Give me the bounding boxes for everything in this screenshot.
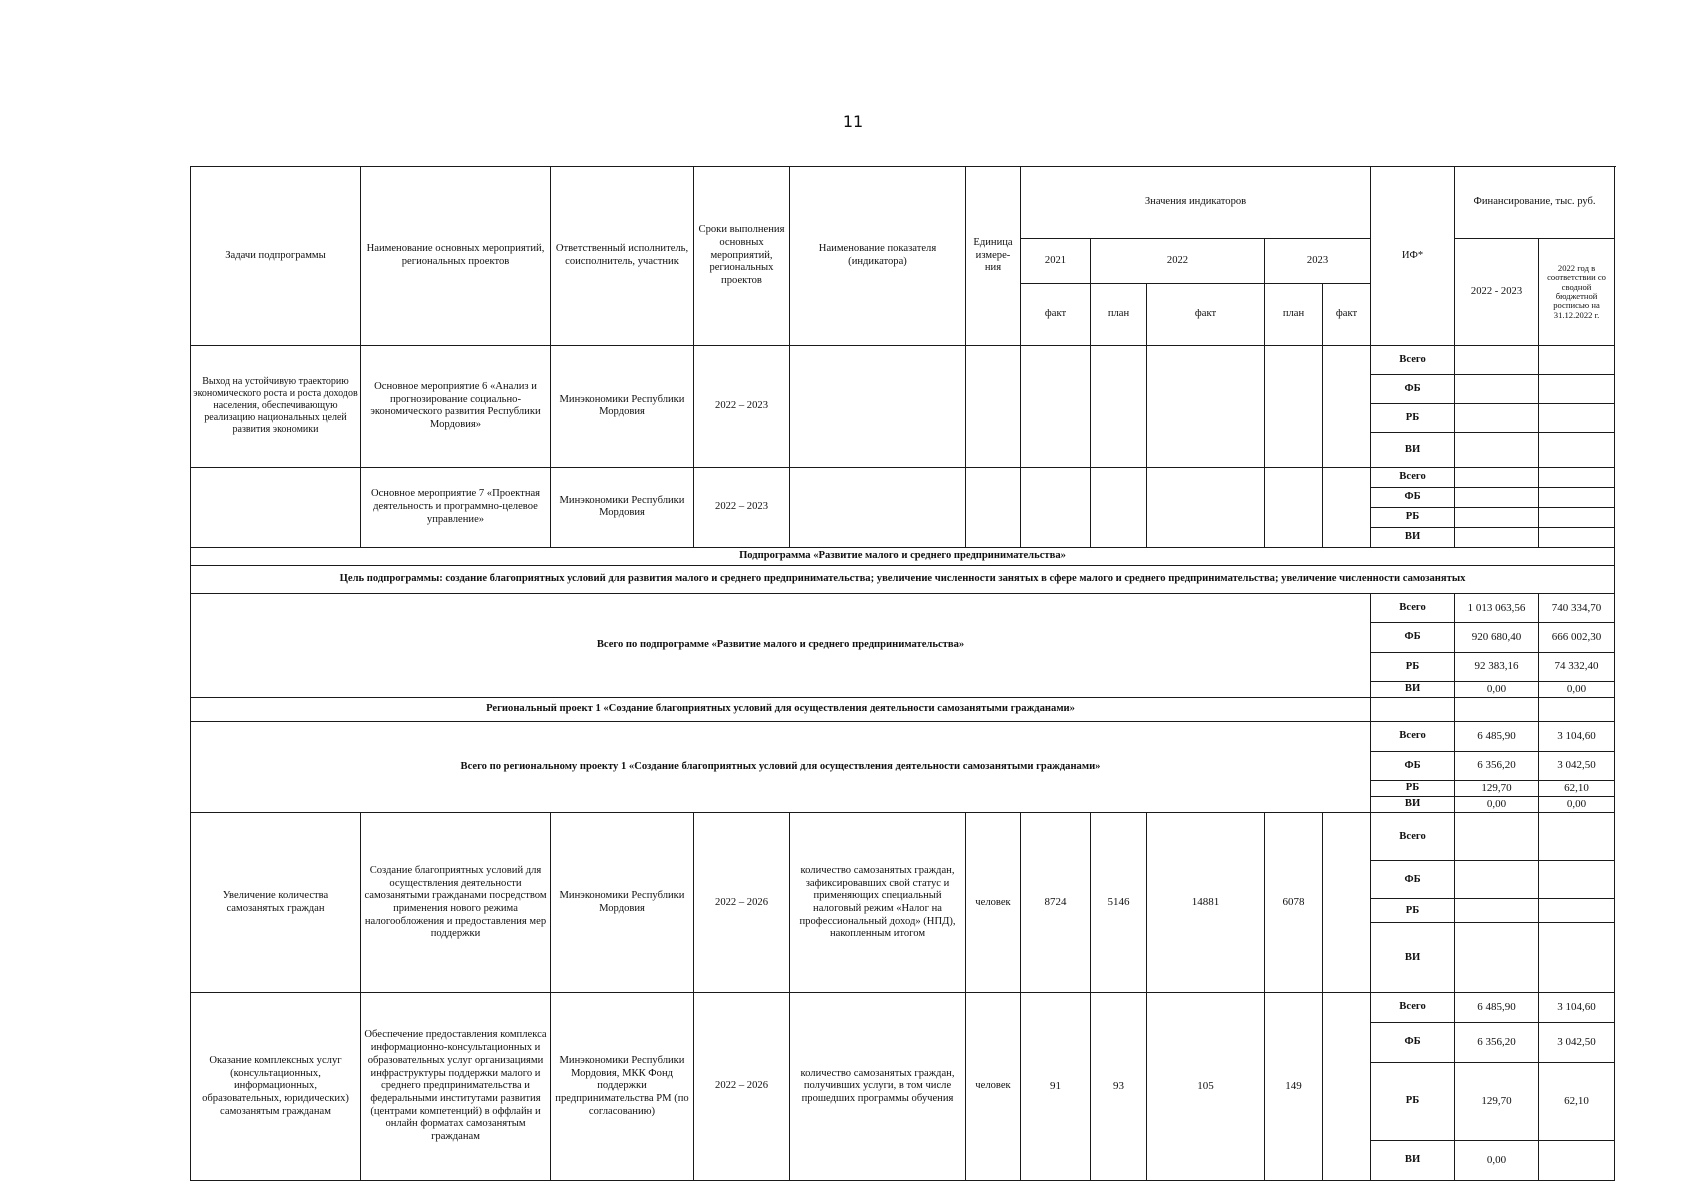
if-label: ВИ: [1371, 923, 1455, 993]
table-row: [191, 467, 1615, 487]
header-terms: Сроки выполнения основных мероприятий, региональных проектов: [694, 167, 790, 346]
if-label: РБ: [1371, 507, 1455, 527]
subprogram-goal: Цель подпрограммы: создание благоприятных условий для развития малого и среднего предпринимательства; увеличение численности занятых в сфере малого и среднего предпринимательства; увеличение численности самозанятых: [191, 565, 1615, 593]
if-label: ФБ: [1371, 374, 1455, 403]
rowB-terms: 2022 – 2026: [694, 993, 790, 1180]
rowB-unit: человек: [966, 993, 1021, 1180]
rowA-executor: Минэкономики Республики Мордовия: [551, 813, 694, 993]
if-label: Всего: [1371, 593, 1455, 622]
header-row: [191, 167, 1615, 239]
header-fin-2022: 2022 год в соответствии со сводной бюджетной росписью на 31.12.2022 г.: [1539, 239, 1615, 346]
header-fact-2022: факт: [1147, 283, 1265, 345]
table-row: [191, 698, 1615, 722]
header-fact-2021: факт: [1021, 283, 1091, 345]
header-plan-2022: план: [1091, 283, 1147, 345]
table-row: ФБ 6 356,20 3 042,50: [191, 751, 1615, 780]
if-label: Всего: [1371, 993, 1455, 1022]
if-label: ВИ: [1371, 797, 1455, 813]
regional-total-label: Всего по региональному проекту 1 «Создание благоприятных условий для осуществления деятельности самозанятыми гражданами»: [191, 722, 1371, 813]
if-label: РБ: [1371, 652, 1455, 681]
rowA-task: Увеличение количества самозанятых граждан: [191, 813, 361, 993]
header-if: ИФ*: [1371, 167, 1455, 346]
if-label: ВИ: [1371, 432, 1455, 467]
rowB-indicator: количество самозанятых граждан, получивших услуги, в том числе прошедших программы обучения: [790, 993, 966, 1180]
table-row: ВИ 0,00 0,00: [191, 682, 1615, 698]
header-events: Наименование основных мероприятий, региональных проектов: [361, 167, 551, 346]
if-label: ФБ: [1371, 487, 1455, 507]
block6-event: Основное мероприятие 6 «Анализ и прогнозирование социально-экономического развития Республики Мордовия»: [361, 345, 551, 467]
table-row: Увеличение количества самозанятых граждан Создание благоприятных условий для осуществления деятельности самозанятыми гражданами посредством применения нового режима налогообложения и предоставления мер поддержки Минэкономики Республики Мордовия 2022 – 2026 количество самозанятых граждан, зафиксировавших свой статус и применяющих специальный налоговый режим «Налог на профессиональный доход» (НПД), накопленным итогом человек 8724 5146 14881 6078 Всего: [191, 813, 1615, 861]
subprogram-total-label: Всего по подпрограмме «Развитие малого и среднего предпринимательства»: [191, 593, 1371, 697]
block6-executor: Минэкономики Республики Мордовия: [551, 345, 694, 467]
block7-executor: Минэкономики Республики Мордовия: [551, 467, 694, 547]
rowB-event: Обеспечение предоставления комплекса информационно-консультационных и образовательных услуг организациями инфраструктуры поддержки малого и среднего предпринимательства и федеральными институтами развития (центрами компетенций) в оффлайн и онлайн форматах самозанятым гражданам: [361, 993, 551, 1180]
if-label: Всего: [1371, 722, 1455, 751]
table-row: ВИ 0,00 0,00: [191, 797, 1615, 813]
if-label: ФБ: [1371, 1022, 1455, 1062]
block7-terms: 2022 – 2023: [694, 467, 790, 547]
header-financing: Финансирование, тыс. руб.: [1455, 167, 1615, 239]
if-label: ВИ: [1371, 682, 1455, 698]
table-row: ВИ 0,00: [191, 1140, 1615, 1180]
if-label: ВИ: [1371, 527, 1455, 547]
rowA-unit: человек: [966, 813, 1021, 993]
if-label: Всего: [1371, 345, 1455, 374]
rowB-task: Оказание комплексных услуг (консультационных, информационных, образовательных, юридических) самозанятым гражданам: [191, 993, 361, 1180]
header-fin-period: 2022 - 2023: [1455, 239, 1539, 346]
rowA-event: Создание благоприятных условий для осуществления деятельности самозанятыми гражданами посредством применения нового режима налогообложения и предоставления мер поддержки: [361, 813, 551, 993]
header-executor: Ответственный исполнитель, соисполнитель, участник: [551, 167, 694, 346]
if-label: ФБ: [1371, 751, 1455, 780]
header-indicator: Наименование показателя (индикатора): [790, 167, 966, 346]
if-label: РБ: [1371, 899, 1455, 923]
block6-task: Выход на устойчивую траекторию экономического роста и роста доходов населения, обеспечивающую реализацию национальных целей развития экономики: [191, 345, 361, 467]
header-year-2023: 2023: [1265, 239, 1371, 284]
if-label: Всего: [1371, 467, 1455, 487]
if-label: ФБ: [1371, 623, 1455, 652]
rowB-executor: Минэкономики Республики Мордовия, МКК Фонд поддержки предпринимательства РМ (по согласованию): [551, 993, 694, 1180]
header-tasks: Задачи подпрограммы: [191, 167, 361, 346]
block6-indicator: [790, 345, 966, 467]
if-label: РБ: [1371, 403, 1455, 432]
table-row: ФБ 920 680,40 666 002,30: [191, 623, 1615, 652]
table-row: Оказание комплексных услуг (консультационных, информационных, образовательных, юридических) самозанятым гражданам Обеспечение предоставления комплекса информационно-консультационных и образовательных услуг организациями инфраструктуры поддержки малого и среднего предпринимательства и федеральными институтами развития (центрами компетенций) в оффлайн и онлайн форматах самозанятым гражданам Минэкономики Республики Мордовия, МКК Фонд поддержки предпринимательства РМ (по согласованию) 2022 – 2026 количество самозанятых граждан, получивших услуги, в том числе прошедших программы обучения человек 91 93 105 149 Всего 6 485,90 3 104,60: [191, 993, 1615, 1022]
header-indicator-values: Значения индикаторов: [1021, 167, 1371, 239]
program-table: [190, 166, 1615, 1181]
header-year-2021: 2021: [1021, 239, 1091, 284]
if-label: ФБ: [1371, 861, 1455, 899]
if-label: ВИ: [1371, 1140, 1455, 1180]
table-row: Всего по подпрограмме «Развитие малого и среднего предпринимательства» Всего 1 013 063,56 740 334,70: [191, 593, 1615, 622]
table-row: ФБ 6 356,20 3 042,50: [191, 1022, 1615, 1062]
table-row: РБ 92 383,16 74 332,40: [191, 652, 1615, 681]
table-row: Всего по региональному проекту 1 «Создание благоприятных условий для осуществления деятельности самозанятыми гражданами» Всего 6 485,90 3 104,60: [191, 722, 1615, 751]
regional-title: Региональный проект 1 «Создание благоприятных условий для осуществления деятельности самозанятыми гражданами»: [191, 698, 1371, 722]
block6-terms: 2022 – 2023: [694, 345, 790, 467]
table-row: [191, 565, 1615, 593]
rowA-terms: 2022 – 2026: [694, 813, 790, 993]
rowA-indicator: количество самозанятых граждан, зафиксировавших свой статус и применяющих специальный налоговый режим «Налог на профессиональный доход» (НПД), накопленным итогом: [790, 813, 966, 993]
header-fact-2023: факт: [1323, 283, 1371, 345]
header-plan-2023: план: [1265, 283, 1323, 345]
header-unit: Единица измере-ния: [966, 167, 1021, 346]
table-row: РБ 129,70 62,10: [191, 781, 1615, 797]
block7-event: Основное мероприятие 7 «Проектная деятельность и программно-целевое управление»: [361, 467, 551, 547]
subprogram-title: Подпрограмма «Развитие малого и среднего предпринимательства»: [191, 547, 1615, 565]
table-row: РБ 129,70 62,10: [191, 1062, 1615, 1140]
if-label: Всего: [1371, 813, 1455, 861]
if-label: РБ: [1371, 781, 1455, 797]
page-number: 11: [842, 112, 864, 131]
if-label: РБ: [1371, 1062, 1455, 1140]
table-row: [191, 345, 1615, 374]
block6-unit: [966, 345, 1021, 467]
header-year-2022: 2022: [1091, 239, 1265, 284]
table-row: [191, 547, 1615, 565]
